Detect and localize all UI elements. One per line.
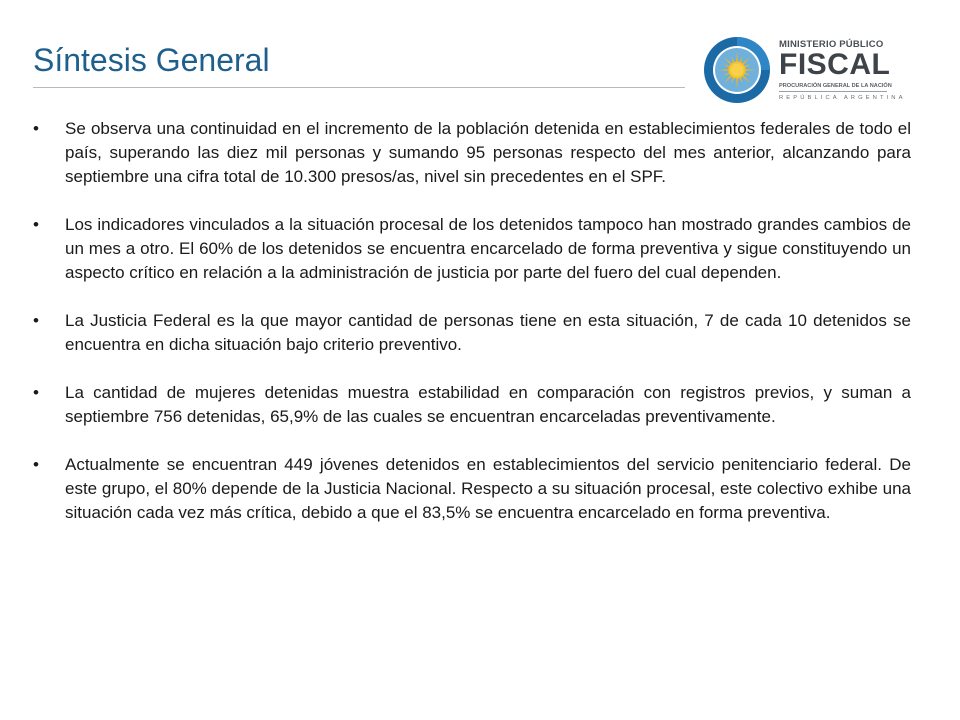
bullet-marker: • bbox=[33, 455, 39, 474]
logo-line-fiscal: FISCAL bbox=[779, 48, 891, 81]
bullet-item bbox=[33, 213, 911, 285]
logo-divider bbox=[779, 91, 887, 92]
title-divider bbox=[33, 87, 685, 88]
bullet-marker: • bbox=[33, 311, 39, 330]
bullet-marker: • bbox=[33, 119, 39, 138]
bullet-item bbox=[33, 381, 911, 429]
bullet-text: La cantidad de mujeres detenidas muestra estabilidad en comparación con registros previos, y suman a septiembre 756 detenidas, 65,9% de las cuales se encuentran encarceladas preventivamente. bbox=[65, 383, 911, 426]
ministerio-publico-fiscal-logo bbox=[703, 36, 906, 104]
bullet-text: La Justicia Federal es la que mayor cantidad de personas tiene en esta situación, 7 de cada 10 detenidos se encuentra en dicha situación bajo criterio preventivo. bbox=[65, 311, 911, 354]
bullet-item bbox=[33, 117, 911, 189]
sun-emblem-icon bbox=[703, 36, 771, 104]
logo-line-ministerio: MINISTERIO PÚBLICO bbox=[779, 39, 884, 50]
logo-line-procuracion: PROCURACIÓN GENERAL DE LA NACIÓN bbox=[779, 83, 892, 89]
bullet-text: Los indicadores vinculados a la situación procesal de los detenidos tampoco han mostrado grandes cambios de un mes a otro. El 60% de los detenidos se encuentra encarcelado de forma preventiva y sigue constituyendo un aspecto crítico en relación a la administración de justicia por parte del fuero del cual dependen. bbox=[65, 215, 911, 282]
bullet-marker: • bbox=[33, 383, 39, 402]
bullet-item bbox=[33, 309, 911, 357]
logo-line-republica: REPÚBLICA ARGENTINA bbox=[779, 95, 906, 101]
logo-wordmark bbox=[779, 39, 906, 102]
bullet-item bbox=[33, 453, 911, 525]
summary-bullet-list bbox=[33, 117, 911, 549]
bullet-text: Actualmente se encuentran 449 jóvenes detenidos en establecimientos del servicio penitenciario federal. De este grupo, el 80% depende de la Justicia Nacional. Respecto a su situación procesal, este colectivo exhibe una situación cada vez más crítica, debido a que el 83,5% se encuentra encarcelado en forma preventiva. bbox=[65, 455, 911, 522]
slide-title: Síntesis General bbox=[33, 42, 270, 78]
bullet-text: Se observa una continuidad en el incremento de la población detenida en establecimientos federales de todo el país, superando las diez mil personas y sumando 95 personas respecto del mes anterior, alcanzando para septiembre una cifra total de 10.300 presos/as, nivel sin precedentes en el SPF. bbox=[65, 119, 911, 186]
bullet-marker: • bbox=[33, 215, 39, 234]
